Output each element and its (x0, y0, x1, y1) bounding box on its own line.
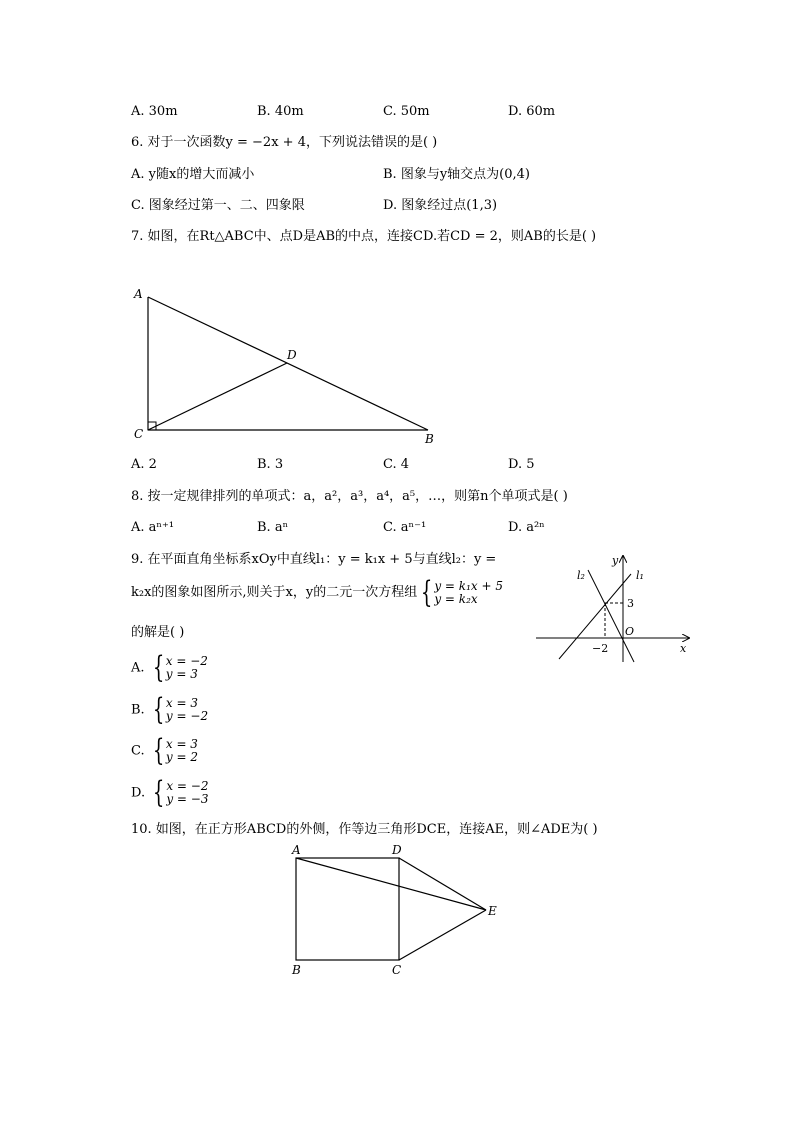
q5-option-a: A. 30m (131, 104, 178, 119)
q5-option-b: B. 40m (257, 104, 304, 119)
segment-ce (399, 910, 486, 960)
q9-option-c (131, 733, 198, 768)
q8-option-b: B. aⁿ (257, 520, 289, 535)
q6-option-d: D. 图象经过点(1,3) (383, 198, 498, 213)
system-brace: { (421, 574, 433, 610)
label-b: B (425, 432, 434, 446)
q7-stem: 7. 如图，在Rt△ABC中、点D是AB的中点，连接CD.若CD = 2，则AB的长是( ) (131, 229, 597, 244)
q7-option-a: A. 2 (131, 457, 157, 472)
q6-option-a: A. y随x的增大而减小 (131, 167, 255, 182)
q9-graph (534, 552, 694, 664)
q9-system (434, 580, 503, 606)
label-e: E (488, 904, 497, 918)
q5-option-c: C. 50m (383, 104, 430, 119)
q9-option-a-eq2: y = 3 (165, 667, 198, 681)
label-c: C (392, 963, 402, 977)
label-d: D (392, 843, 402, 857)
q9-stem-line3: 的解是( ) (131, 625, 185, 640)
segment-cd (148, 363, 287, 430)
q9-option-d-eq2: y = −3 (166, 792, 209, 806)
label-c: C (134, 427, 144, 441)
q9-option-a-system (166, 655, 208, 681)
q6-option-c: C. 图象经过第一、二、四象限 (131, 198, 305, 213)
q9-option-a (131, 650, 208, 685)
q8-option-a: A. aⁿ⁺¹ (131, 520, 175, 535)
tick-x-neg2: −2 (592, 642, 609, 655)
y-axis-label: y (612, 554, 619, 567)
l1-label: l₁ (636, 569, 644, 582)
q5-option-d: D. 60m (508, 104, 556, 119)
q9-option-d (131, 775, 209, 810)
q10-square-figure (282, 840, 504, 982)
q7-triangle-figure (128, 284, 448, 450)
q6-stem: 6. 对于一次函数y = −2x + 4，下列说法错误的是( ) (131, 135, 438, 150)
brace-d: { (153, 775, 165, 810)
q8-option-d: D. a²ⁿ (508, 520, 545, 535)
q9-option-c-eq1: x = 3 (165, 737, 198, 751)
q9-option-b-eq2: y = −2 (165, 709, 209, 723)
brace-b: { (152, 692, 165, 727)
label-a: A (292, 843, 301, 857)
system-eq2: y = k₂x (434, 591, 478, 606)
q9-option-c-eq2: y = 2 (165, 750, 198, 764)
system-eq1: y = k₁x + 5 (434, 578, 503, 593)
q8-stem: 8. 按一定规律排列的单项式：a，a²，a³，a⁴，a⁵，…，则第n个单项式是( ) (131, 489, 568, 504)
origin-label: O (625, 625, 635, 638)
q9-stem-line2 (131, 574, 503, 610)
q9-option-d-label: D. (131, 785, 146, 801)
q7-option-b: B. 3 (257, 457, 284, 472)
q9-option-a-label: A. (131, 660, 145, 676)
brace-a: { (152, 650, 164, 685)
q6-option-b: B. 图象与y轴交点为(0,4) (383, 167, 530, 182)
q9-option-d-eq1: x = −2 (166, 779, 209, 793)
x-axis-label: x (680, 642, 687, 655)
q9-option-b-label: B. (131, 702, 145, 718)
label-d: D (287, 348, 297, 362)
q10-stem: 10. 如图，在正方形ABCD的外侧，作等边三角形DCE，连接AE，则∠ADE为( ) (131, 822, 598, 837)
label-b: B (292, 963, 301, 977)
q9-stem-line2-text: k₂x的图象如图所示,则关于x，y的二元一次方程组 (131, 585, 418, 600)
l2-label: l₂ (577, 569, 585, 582)
segment-ae (296, 858, 486, 910)
square-abcd (296, 858, 399, 960)
q9-option-a-eq1: x = −2 (165, 654, 208, 668)
q9-option-c-system (166, 738, 198, 764)
tick-y-3: 3 (627, 597, 634, 610)
q9-option-b (131, 692, 209, 727)
brace-c: { (152, 733, 165, 768)
q9-option-b-eq1: x = 3 (165, 696, 199, 710)
q7-option-d: D. 5 (508, 457, 535, 472)
q8-option-c: C. aⁿ⁻¹ (383, 520, 427, 535)
q9-stem-line1: 9. 在平面直角坐标系xOy中直线l₁：y = k₁x + 5与直线l₂：y = (131, 552, 497, 567)
q9-option-c-label: C. (131, 743, 145, 759)
segment-de (399, 858, 486, 910)
q7-option-c: C. 4 (383, 457, 410, 472)
q9-option-b-system (166, 697, 208, 723)
label-a: A (134, 287, 143, 301)
q9-option-d-system (166, 780, 208, 806)
